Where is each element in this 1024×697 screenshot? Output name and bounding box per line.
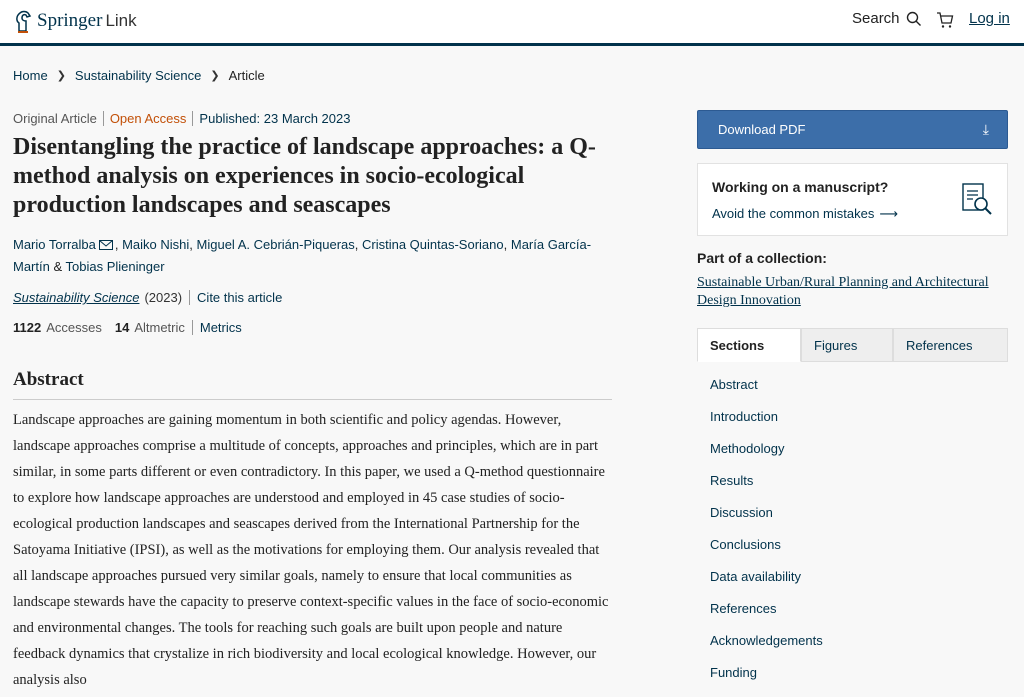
divider	[192, 111, 193, 126]
list-item	[710, 665, 823, 697]
divider	[103, 111, 104, 126]
manuscript-heading: Working on a manuscript?	[712, 179, 889, 195]
author-link[interactable]: Tobias Plieninger	[65, 259, 165, 274]
section-link-abstract[interactable]: Abstract	[710, 377, 758, 392]
list-item	[710, 409, 823, 441]
article-meta	[13, 111, 350, 126]
list-item	[710, 537, 823, 569]
chevron-right-icon: ❯	[56, 70, 66, 82]
breadcrumb-journal[interactable]: Sustainability Science	[74, 68, 202, 83]
accesses-label: Accesses	[46, 320, 102, 335]
section-link-introduction[interactable]: Introduction	[710, 409, 778, 424]
cart-icon[interactable]	[936, 11, 954, 29]
tab-figures[interactable]: Figures	[801, 328, 893, 362]
download-icon: ⤓	[982, 121, 989, 137]
list-item	[710, 441, 823, 473]
manuscript-card	[697, 163, 1008, 236]
tab-references[interactable]: References	[893, 328, 1008, 362]
list-item	[710, 377, 823, 409]
mail-icon[interactable]	[99, 240, 113, 250]
login-link[interactable]: Log in	[969, 10, 1010, 27]
open-access-badge: Open Access	[109, 111, 187, 126]
section-link-methodology[interactable]: Methodology	[710, 441, 785, 456]
metrics-link[interactable]: Metrics	[199, 320, 242, 335]
journal-year: (2023)	[144, 290, 183, 305]
download-pdf-label: Download PDF	[718, 122, 806, 137]
list-item	[710, 473, 823, 505]
section-link-data-availability[interactable]: Data availability	[710, 569, 802, 584]
section-link-references[interactable]: References	[710, 601, 777, 616]
tab-sections[interactable]: Sections	[697, 328, 801, 362]
list-item	[710, 569, 823, 601]
author-link[interactable]: Maiko Nishi	[122, 237, 190, 252]
avoid-mistakes-link[interactable]: Avoid the common mistakes ⟶	[712, 206, 898, 221]
author-link[interactable]: María García-Martín	[13, 237, 592, 274]
breadcrumb-home[interactable]: Home	[13, 68, 48, 83]
journal-info	[13, 290, 282, 305]
download-pdf-button[interactable]	[697, 110, 1008, 149]
logo-wordmark: Springer Link	[37, 10, 137, 31]
altmetric-label: Altmetric	[134, 320, 185, 335]
list-item	[710, 505, 823, 537]
accesses-count: 1122	[13, 320, 42, 335]
breadcrumb-current: Article	[228, 68, 265, 83]
breadcrumb	[13, 68, 265, 83]
divider	[189, 290, 190, 305]
abstract-text: Landscape approaches are gaining momentum in both scientific and policy agendas. However, landscape approaches comprise a multitude of concepts, approaches and principles, which are in part similar, in some parts different or even contradictory. In this paper, we used a Q-method questionnaire to explore how landscape approaches are understood and employed in 45 case studies of socio-ecological production landscapes and seascapes derived from the International Partnership for the Satoyama Initiative (IPSI), as well as the motivations for employing them. Our analysis revealed that all landscape approaches pursued very similar goals, namely to ensure that local communities as landscape stewards have the capacity to preserve context-specific values in the face of socio-economic and environmental changes. The tools for reaching such goals are built upon people and nature feedback dynamics that crystalize in rich biodiversity and local ecological knowledge. However, our analysis also	[13, 412, 609, 688]
site-header	[0, 0, 1024, 46]
abstract-heading: Abstract	[13, 369, 612, 400]
divider	[192, 320, 193, 335]
list-item	[710, 601, 823, 633]
author-link[interactable]: Cristina Quintas-Soriano	[362, 237, 504, 252]
search-button[interactable]	[852, 10, 922, 27]
author-link[interactable]: Mario Torralba	[13, 237, 96, 252]
article-type: Original Article	[13, 111, 97, 126]
sidebar-tabs	[697, 328, 1008, 362]
article-metrics	[13, 320, 242, 335]
section-link-funding[interactable]: Funding	[710, 665, 757, 680]
article-title: Disentangling the practice of landscape approaches: a Q-method analysis on experiences in socio-ecological production landscapes and seascapes	[13, 134, 596, 218]
author-link[interactable]: Miguel A. Cebrián-Piqueras	[196, 237, 355, 252]
springer-link-logo[interactable]	[13, 6, 137, 36]
cite-link[interactable]: Cite this article	[197, 290, 283, 305]
list-item	[710, 633, 823, 665]
search-label: Search	[852, 10, 900, 27]
search-icon	[906, 11, 922, 27]
springer-horse-icon	[13, 9, 33, 33]
section-link-discussion[interactable]: Discussion	[710, 505, 773, 520]
section-link-acknowledgements[interactable]: Acknowledgements	[710, 633, 823, 648]
journal-link[interactable]: Sustainability Science	[13, 290, 140, 305]
document-search-icon	[961, 182, 993, 216]
section-link-results[interactable]: Results	[710, 473, 754, 488]
collection-link[interactable]: Sustainable Urban/Rural Planning and Architectural Design Innovation	[697, 275, 989, 308]
published-date-link[interactable]: Published: 23 March 2023	[199, 111, 351, 126]
chevron-right-icon: ❯	[210, 70, 220, 82]
section-link-conclusions[interactable]: Conclusions	[710, 537, 781, 552]
author-list: Mario Torralba , Maiko Nishi, Miguel A. Cebrián-Piqueras, Cristina Quintas-Soriano, María García-Martín & Tobias Plieninger	[13, 237, 592, 274]
arrow-right-icon: ⟶	[879, 206, 898, 221]
collection-heading: Part of a collection:	[697, 250, 827, 266]
section-list	[710, 377, 823, 697]
altmetric-count: 14	[114, 320, 130, 335]
